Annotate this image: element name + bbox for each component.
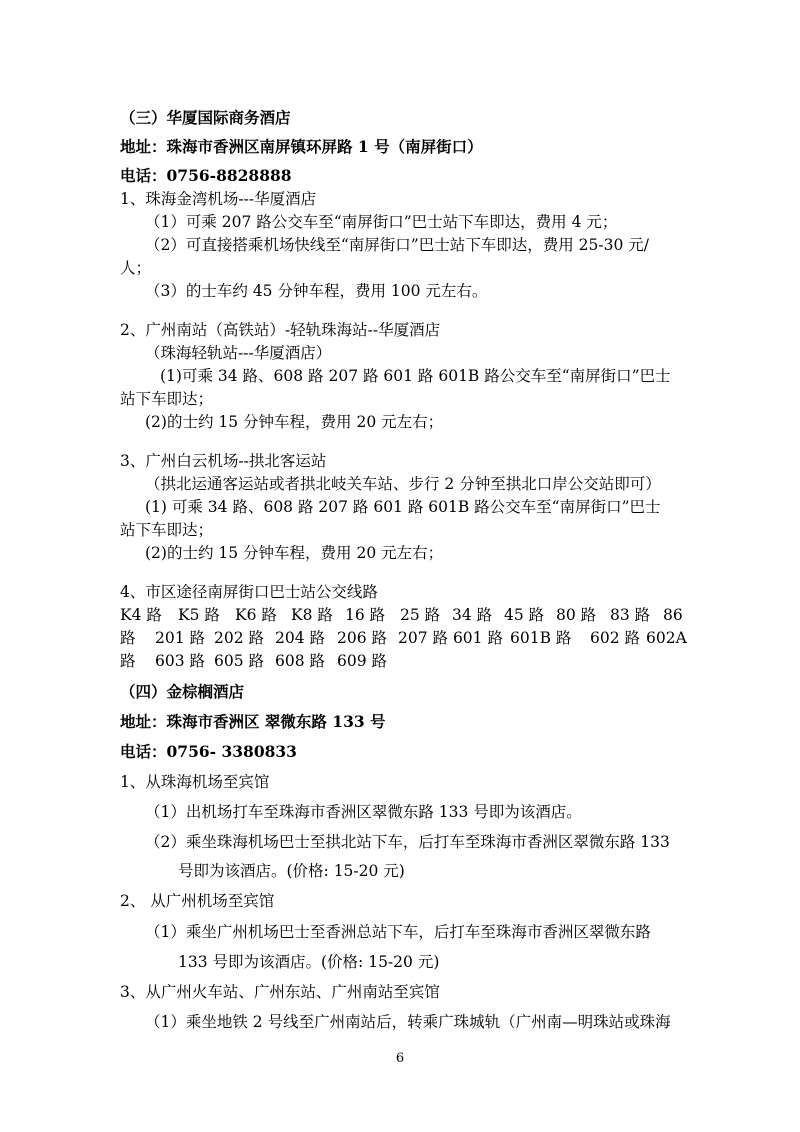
bus-route-item: 202 路	[214, 629, 265, 647]
bus-route-item: 609 路	[337, 652, 388, 670]
section-3-route-4-heading: 4、市区途径南屏街口巴士站公交线路	[120, 583, 378, 601]
section-3-route-2-option-1-cont: 站下车即达；	[120, 390, 214, 408]
section-4-route-3-heading: 3、从广州火车站、广州东站、广州南站至宾馆	[120, 983, 440, 1001]
section-3-route-1-option-2-cont: 人；	[120, 259, 152, 277]
bus-route-item: 80 路	[556, 606, 597, 624]
section-3-route-1-heading: 1、珠海金湾机场---华厦酒店	[120, 190, 317, 208]
section-3-phone: 电话：0756-8828888	[120, 166, 292, 185]
section-3-route-2-heading: 2、广州南站（高铁站）-轻轨珠海站--华厦酒店	[120, 321, 441, 339]
section-4-route-1-option-2: （2）乘坐珠海机场巴士至拱北站下车，后打车至珠海市香洲区翠微东路 133	[145, 833, 670, 851]
section-3-route-3-option-1: (1) 可乘 34 路、608 路 207 路 601 路 601B 路公交车至“南屏街口”巴士	[145, 498, 661, 516]
section-3-route-2-sub: （珠海轻轨站---华厦酒店）	[145, 344, 332, 362]
bus-route-item: K8 路	[291, 606, 333, 624]
section-4-title: （四）金棕榈酒店	[120, 682, 245, 701]
section-3-route-3-heading: 3、广州白云机场--拱北客运站	[120, 452, 327, 470]
bus-route-item: 86	[663, 606, 683, 624]
bus-route-item: 路	[120, 652, 136, 670]
section-3-route-1-option-1: （1）可乘 207 路公交车至“南屏街口”巴士站下车即达，费用 4 元；	[145, 213, 618, 231]
section-4-route-2-option-1: （1）乘坐广州机场巴士至香洲总站下车，后打车至珠海市香洲区翠微东路	[145, 923, 651, 941]
bus-route-item: 45 路	[504, 606, 545, 624]
bus-route-item: K4 路	[120, 606, 162, 624]
section-3-route-1-option-3: （3）的士车约 45 分钟车程，费用 100 元左右。	[145, 282, 488, 300]
section-3-route-1-option-2: （2）可直接搭乘机场快线至“南屏街口”巴士站下车即达，费用 25-30 元/	[145, 236, 649, 254]
section-3-route-2-option-2: (2)的士约 15 分钟车程，费用 20 元左右；	[145, 413, 444, 431]
bus-route-item: K5 路	[178, 606, 220, 624]
bus-route-item: 207 路 601 路	[398, 629, 503, 647]
bus-route-item: 路	[120, 629, 136, 647]
section-4-route-1-option-1: （1）出机场打车至珠海市香洲区翠微东路 133 号即为该酒店。	[145, 803, 582, 821]
bus-route-item: K6 路	[235, 606, 277, 624]
bus-route-item: 25 路	[400, 606, 441, 624]
section-3-route-3-option-1-cont: 站下车即达；	[120, 521, 214, 539]
section-4-address: 地址：珠海市香洲区 翠微东路 133 号	[120, 712, 386, 731]
bus-route-item: 605 路	[214, 652, 265, 670]
section-4-route-1-heading: 1、从珠海机场至宾馆	[120, 773, 270, 791]
section-3-route-3-option-2: (2)的士约 15 分钟车程，费用 20 元左右；	[145, 544, 444, 562]
bus-route-item: 601B 路	[510, 629, 572, 647]
bus-route-item: 16 路	[345, 606, 386, 624]
section-3-route-2-option-1: (1)可乘 34 路、608 路 207 路 601 路 601B 路公交车至“南屏街口”巴士	[160, 367, 671, 385]
section-3-address: 地址：珠海市香洲区南屏镇环屏路 1 号（南屏街口）	[120, 137, 483, 156]
bus-route-item: 608 路	[275, 652, 326, 670]
bus-route-item: 602 路	[590, 629, 641, 647]
bus-route-item: 602A	[646, 629, 687, 647]
page-number: 6	[395, 1051, 405, 1066]
section-4-route-2-heading: 2、 从广州机场至宾馆	[120, 892, 275, 910]
bus-route-item: 206 路	[337, 629, 388, 647]
bus-route-item: 204 路	[275, 629, 326, 647]
section-4-route-3-option-1: （1）乘坐地铁 2 号线至广州南站后，转乘广珠城轨（广州南—明珠站或珠海	[145, 1013, 671, 1031]
bus-route-item: 201 路	[155, 629, 206, 647]
section-4-route-2-option-1-cont: 133 号即为该酒店。(价格: 15-20 元)	[178, 953, 440, 971]
section-4-phone: 电话：0756- 3380833	[120, 742, 297, 761]
section-3-route-3-sub: （拱北运通客运站或者拱北岐关车站、步行 2 分钟至拱北口岸公交站即可）	[145, 475, 661, 493]
section-4-route-1-option-2-cont: 号即为该酒店。(价格: 15-20 元)	[178, 862, 405, 880]
bus-route-item: 83 路	[610, 606, 651, 624]
bus-route-item: 34 路	[452, 606, 493, 624]
bus-route-item: 603 路	[155, 652, 206, 670]
section-3-title: （三）华厦国际商务酒店	[120, 108, 291, 127]
